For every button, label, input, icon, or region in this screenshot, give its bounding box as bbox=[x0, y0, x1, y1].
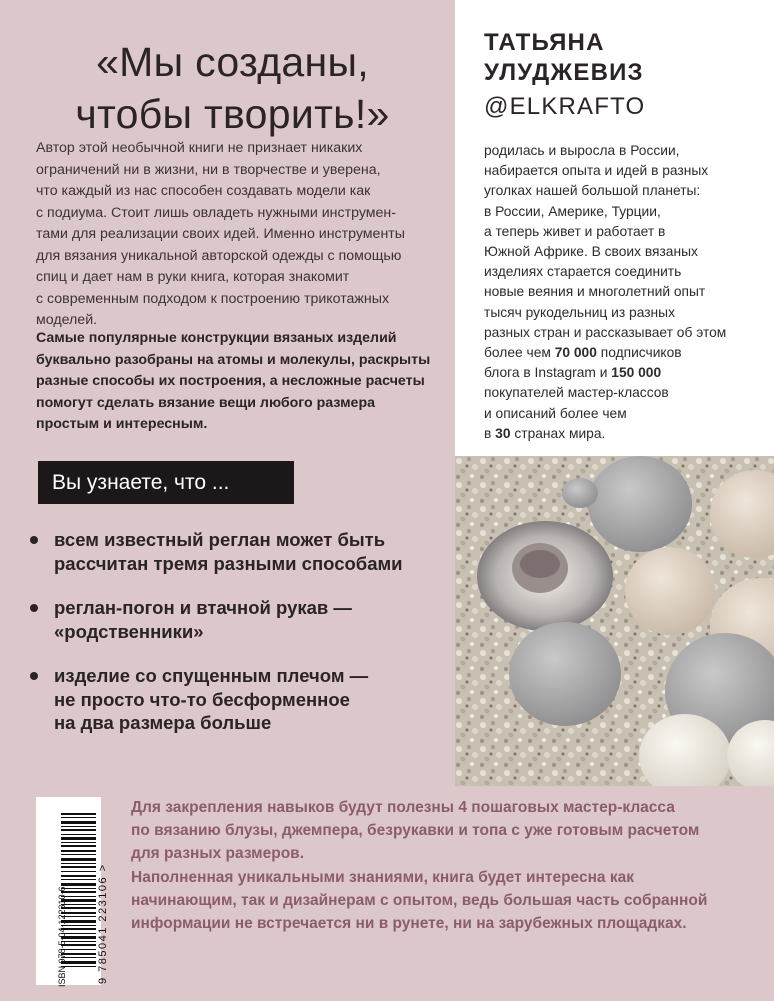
bio-line: родилась и выросла в России, bbox=[484, 143, 680, 158]
bio-line bbox=[484, 363, 759, 383]
bullet-line: реглан-погон и втачной рукав — bbox=[54, 597, 352, 618]
author-handle: @ELKRAFTO bbox=[484, 93, 646, 120]
intro-bold-line: Самые популярные конструкции вязаных изделий bbox=[36, 330, 397, 346]
bullet-line: рассчитан тремя разными способами bbox=[54, 552, 403, 574]
intro-line: моделей. bbox=[36, 312, 98, 328]
isbn-number: ISBN 978-5-04-122310-6 bbox=[57, 886, 67, 987]
buyer-count: 150 000 bbox=[611, 365, 662, 381]
bio-line: изделиях старается соединить bbox=[484, 264, 682, 280]
barcode-digits: 9 785041 223106 > bbox=[97, 863, 109, 984]
learn-heading-box: Вы узнаете, что ... bbox=[38, 461, 294, 504]
audience-line: Наполненная уникальными знаниями, книга будет интересна как bbox=[131, 869, 634, 886]
learn-bullet-list bbox=[30, 528, 450, 735]
intro-line: ограничений ни в жизни, ни в творчестве и уверена, bbox=[36, 161, 381, 178]
intro-bold-line: помогут сделать вязание вещи любого размера bbox=[36, 394, 376, 411]
author-name bbox=[484, 28, 764, 88]
bullet-line: «родственники» bbox=[54, 620, 204, 642]
author-bio bbox=[484, 141, 759, 444]
masterclass-line: для разных размеров. bbox=[131, 845, 304, 862]
bio-line: набирается опыта и идей в разных bbox=[484, 163, 709, 179]
intro-bold-line: буквально разобраны на атомы и молекулы, раскрыты bbox=[36, 351, 431, 368]
bio-line: в России, Америке, Турции, bbox=[484, 203, 661, 219]
list-item bbox=[30, 596, 450, 643]
audience-line: начинающим, так и дизайнерам с опытом, ведь большая часть собранной bbox=[131, 892, 708, 909]
list-item bbox=[30, 528, 450, 575]
intro-line: тами для реализации своих идей. Именно инструменты bbox=[36, 226, 405, 242]
bio-text: более чем bbox=[484, 345, 555, 361]
bullet-line: всем известный реглан может быть bbox=[54, 529, 386, 550]
yarn-balls-image bbox=[455, 456, 774, 786]
intro-bold-paragraph bbox=[36, 328, 436, 436]
intro-line: с современным подходом к построению трикотажных bbox=[36, 290, 390, 307]
bio-line: тысяч рукодельниц из разных bbox=[484, 304, 675, 320]
masterclass-paragraph bbox=[131, 796, 761, 865]
bio-line bbox=[484, 343, 759, 363]
list-item bbox=[30, 664, 450, 735]
bio-line: новые веяния и многолетний опыт bbox=[484, 284, 706, 300]
intro-line: Автор этой необычной книги не признает никаких bbox=[36, 140, 363, 156]
bio-text: в bbox=[484, 425, 496, 441]
bio-line: а теперь живет и работает в bbox=[484, 223, 666, 239]
bio-line bbox=[484, 424, 759, 444]
bio-line: разных стран и рассказывает об этом bbox=[484, 324, 727, 340]
bio-line: Южной Африке. В своих вязаных bbox=[484, 244, 698, 260]
intro-bold-line: разные способы их построения, а несложные расчеты bbox=[36, 373, 425, 389]
bio-line: уголках нашей большой планеты: bbox=[484, 183, 701, 199]
bullet-line: на два размера больше bbox=[54, 712, 272, 733]
intro-line: что каждый из нас способен создавать модели как bbox=[36, 183, 371, 199]
author-last-name: УЛУДЖЕВИЗ bbox=[484, 59, 644, 86]
audience-line: информации не встречается ни в рунете, ни на зарубежных площадках. bbox=[131, 915, 687, 932]
country-count: 30 bbox=[495, 425, 511, 441]
bio-text: подписчиков bbox=[596, 345, 682, 361]
intro-bold-line: простым и интересным. bbox=[36, 416, 208, 432]
masterclass-line: по вязанию блузы, джемпера, безрукавки и топа с уже готовым расчетом bbox=[131, 822, 700, 839]
quote-line-1: «Мы созданы, bbox=[96, 39, 369, 85]
barcode-bars-icon bbox=[36, 797, 101, 985]
quote-line-2: чтобы творить!» bbox=[75, 91, 390, 137]
intro-line: спиц и дает нам в руки книга, которая знакомит bbox=[36, 269, 350, 285]
audience-paragraph bbox=[131, 866, 761, 935]
bio-text: блога в Instagram и bbox=[484, 365, 612, 381]
bio-line: и описаний более чем bbox=[484, 405, 627, 421]
intro-line: для вязания уникальной авторской одежды с помощью bbox=[36, 247, 402, 264]
bullet-line: изделие со спущенным плечом — bbox=[54, 665, 369, 686]
masterclass-line: Для закрепления навыков будут полезны 4 пошаговых мастер-класса bbox=[131, 799, 675, 816]
cover-quote bbox=[20, 36, 445, 140]
author-first-name: ТАТЬЯНА bbox=[484, 29, 605, 56]
intro-paragraph bbox=[36, 138, 436, 332]
bio-line: покупателей мастер-классов bbox=[484, 385, 669, 401]
subscriber-count: 70 000 bbox=[554, 345, 597, 361]
yarn-photo bbox=[455, 456, 774, 786]
barcode bbox=[36, 797, 101, 985]
bullet-line: не просто что-то бесформенное bbox=[54, 688, 350, 710]
bio-text: странах мира. bbox=[510, 425, 606, 441]
intro-line: с подиума. Стоит лишь овладеть нужными инструмен- bbox=[36, 204, 396, 221]
